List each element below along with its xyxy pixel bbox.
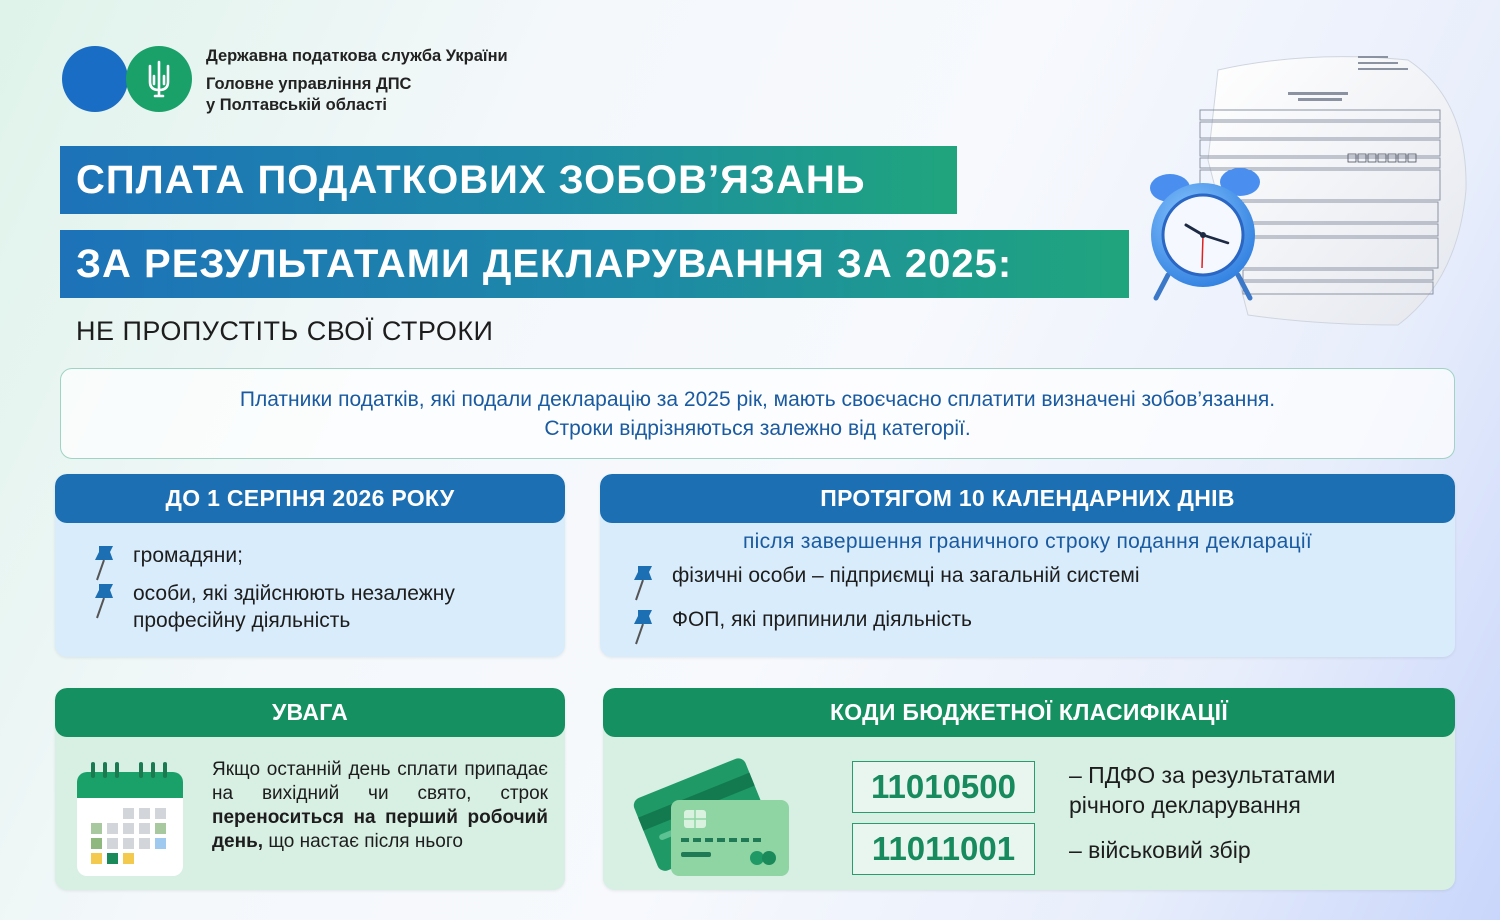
intro-line-1: Платники податків, які подали декларацію за 2025 рік, мають своєчасно сплатити визначені зобов’язання. (239, 388, 1276, 411)
card-attention (55, 688, 565, 890)
pushpin-icon (91, 580, 117, 620)
logo (62, 46, 194, 112)
budget-code-1-description: – ПДФО за результатами річного декларування (1069, 762, 1336, 818)
list-item (91, 542, 551, 582)
card-attention-heading: УВАГА (55, 688, 565, 737)
list-item (91, 580, 551, 634)
logo-green-circle (126, 46, 192, 112)
card-deadline-august-heading: ДО 1 СЕРПНЯ 2026 РОКУ (55, 474, 565, 523)
list-item (630, 606, 1430, 646)
attention-text-bold: переноситься на перший робочий день, (212, 807, 548, 852)
budget-code-2: 11011001 (852, 823, 1035, 875)
attention-text-part-2: що настає після нього (263, 831, 463, 852)
credit-cards-icon (629, 750, 794, 880)
card-ten-days-heading: ПРОТЯГОМ 10 КАЛЕНДАРНИХ ДНІВ (600, 474, 1455, 523)
title-line-2: ЗА РЕЗУЛЬТАТАМИ ДЕКЛАРУВАННЯ ЗА 2025: (60, 230, 1129, 298)
pushpin-icon (630, 562, 656, 602)
pushpin-icon (630, 606, 656, 646)
card-budget-codes (603, 688, 1455, 890)
logo-blue-circle (62, 46, 128, 112)
org-line-3: у Полтавській області (206, 96, 388, 114)
pushpin-icon (91, 542, 117, 582)
org-line-2: Головне управління ДПС (206, 75, 412, 93)
calendar-icon (75, 760, 185, 878)
intro-line-2: Строки відрізняються залежно від категорії. (544, 417, 971, 440)
title-line-1: СПЛАТА ПОДАТКОВИХ ЗОБОВ’ЯЗАНЬ (60, 146, 957, 214)
list-item-text: фізичні особи – підприємці на загальній системі (672, 564, 1140, 587)
attention-text-part-1: Якщо останній день сплати припадає на вихідний чи свято, строк (212, 759, 548, 804)
card-budget-codes-heading: КОДИ БЮДЖЕТНОЇ КЛАСИФІКАЦІЇ (603, 688, 1455, 737)
budget-code-1: 11010500 (852, 761, 1035, 813)
card-ten-days (600, 474, 1455, 657)
card-ten-days-lead: після завершення граничного строку подання декларації (742, 530, 1312, 553)
trident-icon (144, 60, 174, 98)
list-item-text: громадяни; (133, 544, 243, 567)
card-deadline-august (55, 474, 565, 657)
budget-code-2-description: – військовий збір (1069, 837, 1251, 863)
list-item-text: особи, які здійснюють незалежну професійну діяльність (133, 582, 455, 632)
attention-text (212, 758, 548, 854)
subtitle: НЕ ПРОПУСТІТЬ СВОЇ СТРОКИ (76, 316, 494, 346)
intro-box (60, 368, 1455, 459)
org-line-1: Державна податкова служба України (206, 47, 508, 65)
list-item-text: ФОП, які припинили діяльність (672, 608, 972, 631)
list-item (630, 562, 1430, 602)
declaration-clock-illustration (1148, 40, 1488, 340)
organization-name (206, 46, 508, 116)
